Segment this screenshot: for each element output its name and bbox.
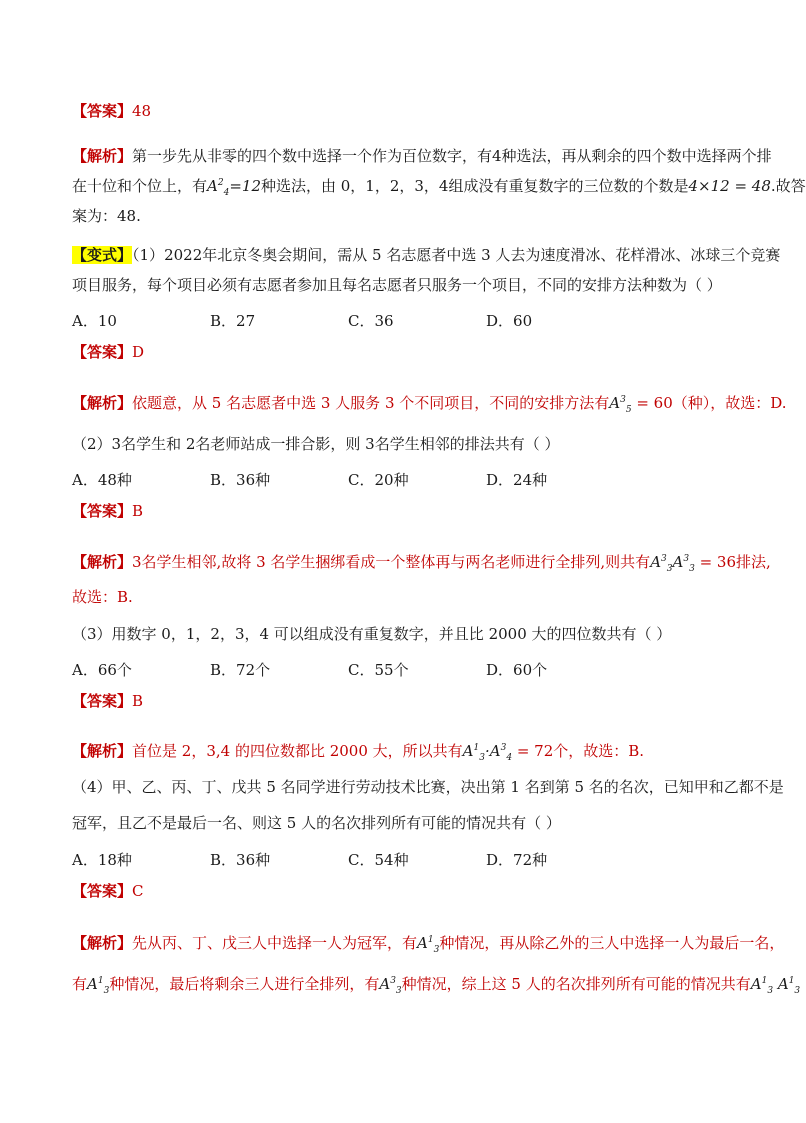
option-d: D．24种 [486,471,548,489]
question-4-line-b [72,812,561,834]
analysis-text: = 60（种），故选：D. [631,394,787,412]
math-expression [379,975,402,996]
math-sup: 1 [788,976,795,986]
analysis-text: .故答 [770,177,806,195]
question-text: 项目服务，每个项目必须有志愿者参加且每名志愿者只服务一个项目，不同的安排方法种数为（ ） [72,276,722,294]
analysis-line-q4a [72,932,784,954]
question-1-line-b [72,274,722,296]
option-a: A．10 [72,312,117,330]
question-number: （1） [132,246,165,264]
math-expression [650,553,695,574]
option-a: A．66个 [72,661,132,679]
variant-label: 【变式】 [72,246,133,264]
math-symbol: A [777,975,789,993]
analysis-line-1c [72,205,141,227]
math-sub: 3 [794,986,801,996]
answer-line-q3 [72,690,143,712]
analysis-text: 3名学生相邻,故将 3 名学生捆绑看成一个整体再与两名老师进行全排列,则共有 [132,553,651,571]
question-4-line-a [72,776,784,798]
math-sub: 3 [395,986,402,996]
option-c: C．36 [348,312,394,330]
option-b: B．27 [210,312,256,330]
math-sub: 3 [103,986,110,996]
analysis-label: 【解析】 [72,553,133,571]
option-b: B．72个 [210,661,271,679]
question-1-line-a [72,244,780,266]
analysis-label: 【解析】 [72,934,133,952]
option-b: B．36种 [210,851,271,869]
analysis-text: 在十位和个位上，有 [72,177,208,195]
math-sub: 3 [433,945,440,955]
math-sup: 3 [661,554,667,564]
analysis-text: 第一步先从非零的四个数中选择一个作为百位数字，有4种选法，再从剩余的四个数中选择两个排 [132,147,772,165]
question-text: （3）用数字 0，1，2，3，4 可以组成没有重复数字，并且比 2000 大的四位数共有（ ） [72,625,672,643]
math-symbol: A [672,553,684,571]
math-expression [207,177,261,198]
option-c: C．20种 [348,471,409,489]
option-b: B．36种 [210,471,271,489]
math-sub: 3 [767,986,774,996]
answer-line-1 [72,100,151,122]
analysis-text: = 36排法, [694,553,771,571]
analysis-label: 【解析】 [72,742,133,760]
math-sup: 2 [217,178,224,188]
math-expression [87,975,110,996]
analysis-text: 案为：48. [72,207,141,225]
analysis-line-1b [72,175,806,197]
math-sup: 1 [473,743,480,753]
answer-label: 【答案】 [72,343,133,361]
question-3-line [72,623,671,645]
analysis-line-q2b [72,586,133,608]
analysis-line-q3 [72,740,644,762]
analysis-text: 有 [72,975,88,993]
math-symbol: A [489,742,501,760]
math-symbol: A [650,553,662,571]
math-symbol: A [417,934,428,952]
math-sub: 3 [666,564,673,574]
math-expression: 4×12 = 48 [688,177,771,195]
option-d: D．72种 [486,851,548,869]
option-c: C．54种 [348,851,409,869]
math-sub: 4 [223,188,230,198]
answer-value: D [132,343,145,361]
math-sup: 3 [390,976,396,986]
analysis-text: 先从丙、丁、戊三人中选择一人为冠军，有 [132,934,418,952]
answer-value: 48 [132,102,152,120]
answer-line-q1 [72,341,144,363]
analysis-text: = 72个，故选：B. [512,742,645,760]
math-sup: 1 [761,976,768,986]
math-sub: 4 [506,753,513,763]
math-sup: 1 [97,976,104,986]
answer-label: 【答案】 [72,102,133,120]
analysis-text: 首位是 2，3,4 的四位数都比 2000 大，所以共有 [132,742,463,760]
math-sub: 3 [479,753,485,763]
analysis-text: 种情况，综上这 5 人的名次排列所有可能的情况共有 [401,975,751,993]
math-symbol: A [609,394,621,412]
analysis-line-q2a [72,551,771,573]
math-symbol: A [379,975,391,993]
answer-line-q2 [72,500,143,522]
math-symbol: A [87,975,98,993]
math-expression [417,934,440,955]
analysis-text: 依题意，从 5 名志愿者中选 3 人服务 3 个不同项目，不同的安排方法有 [132,394,610,412]
option-a: A．18种 [72,851,132,869]
math-operator: · [484,742,490,760]
math-symbol: A [750,975,762,993]
analysis-text: 种情况，再从除乙外的三人中选择一人为最后一名， [439,934,785,952]
math-sup: 3 [683,554,690,564]
math-sup: 1 [427,935,434,945]
analysis-text: 故选：B. [72,588,133,606]
answer-line-q4 [72,880,144,902]
math-sub: 5 [625,405,632,415]
answer-label: 【答案】 [72,692,133,710]
option-c: C．55个 [348,661,409,679]
option-d: D．60 [486,312,533,330]
analysis-text: 种情况，最后将剩余三人进行全排列，有 [109,975,380,993]
question-text: 冠军，且乙不是最后一名、则这 5 人的名次排列所有可能的情况共有（ ） [72,814,561,832]
analysis-text: 种选法，由 0，1，2，3，4组成没有重复数字的三位数的个数是 [260,177,689,195]
analysis-line-q4b [72,973,800,995]
option-d: D．60个 [486,661,548,679]
math-sup: 3 [500,743,507,753]
analysis-label: 【解析】 [72,394,133,412]
question-text: （4）甲、乙、丙、丁、戊共 5 名同学进行劳动技术比赛，决出第 1 名到第 5 名的名次，已知甲和乙都不是 [72,778,784,796]
answer-value: B [132,502,144,520]
math-value: =12 [229,177,261,195]
math-expression [462,742,513,763]
math-sub: 3 [689,564,695,574]
math-expression [750,975,801,996]
question-text: 2022年北京冬奥会期间，需从 5 名志愿者中选 3 人去为速度滑冰、花样滑冰、冰球三个竞赛 [164,246,781,264]
question-2-line [72,433,559,455]
answer-label: 【答案】 [72,882,133,900]
math-sup: 3 [620,395,626,405]
math-expression [609,394,632,415]
answer-label: 【答案】 [72,502,133,520]
analysis-line-q1 [72,392,787,414]
question-text: （2）3名学生和 2名老师站成一排合影，则 3名学生相邻的排法共有（ ） [72,435,560,453]
math-symbol: A [207,177,218,195]
answer-value: B [132,692,144,710]
math-symbol: A [462,742,474,760]
analysis-label: 【解析】 [72,147,133,165]
option-a: A．48种 [72,471,132,489]
analysis-line-1a [72,145,772,167]
answer-value: C [132,882,144,900]
